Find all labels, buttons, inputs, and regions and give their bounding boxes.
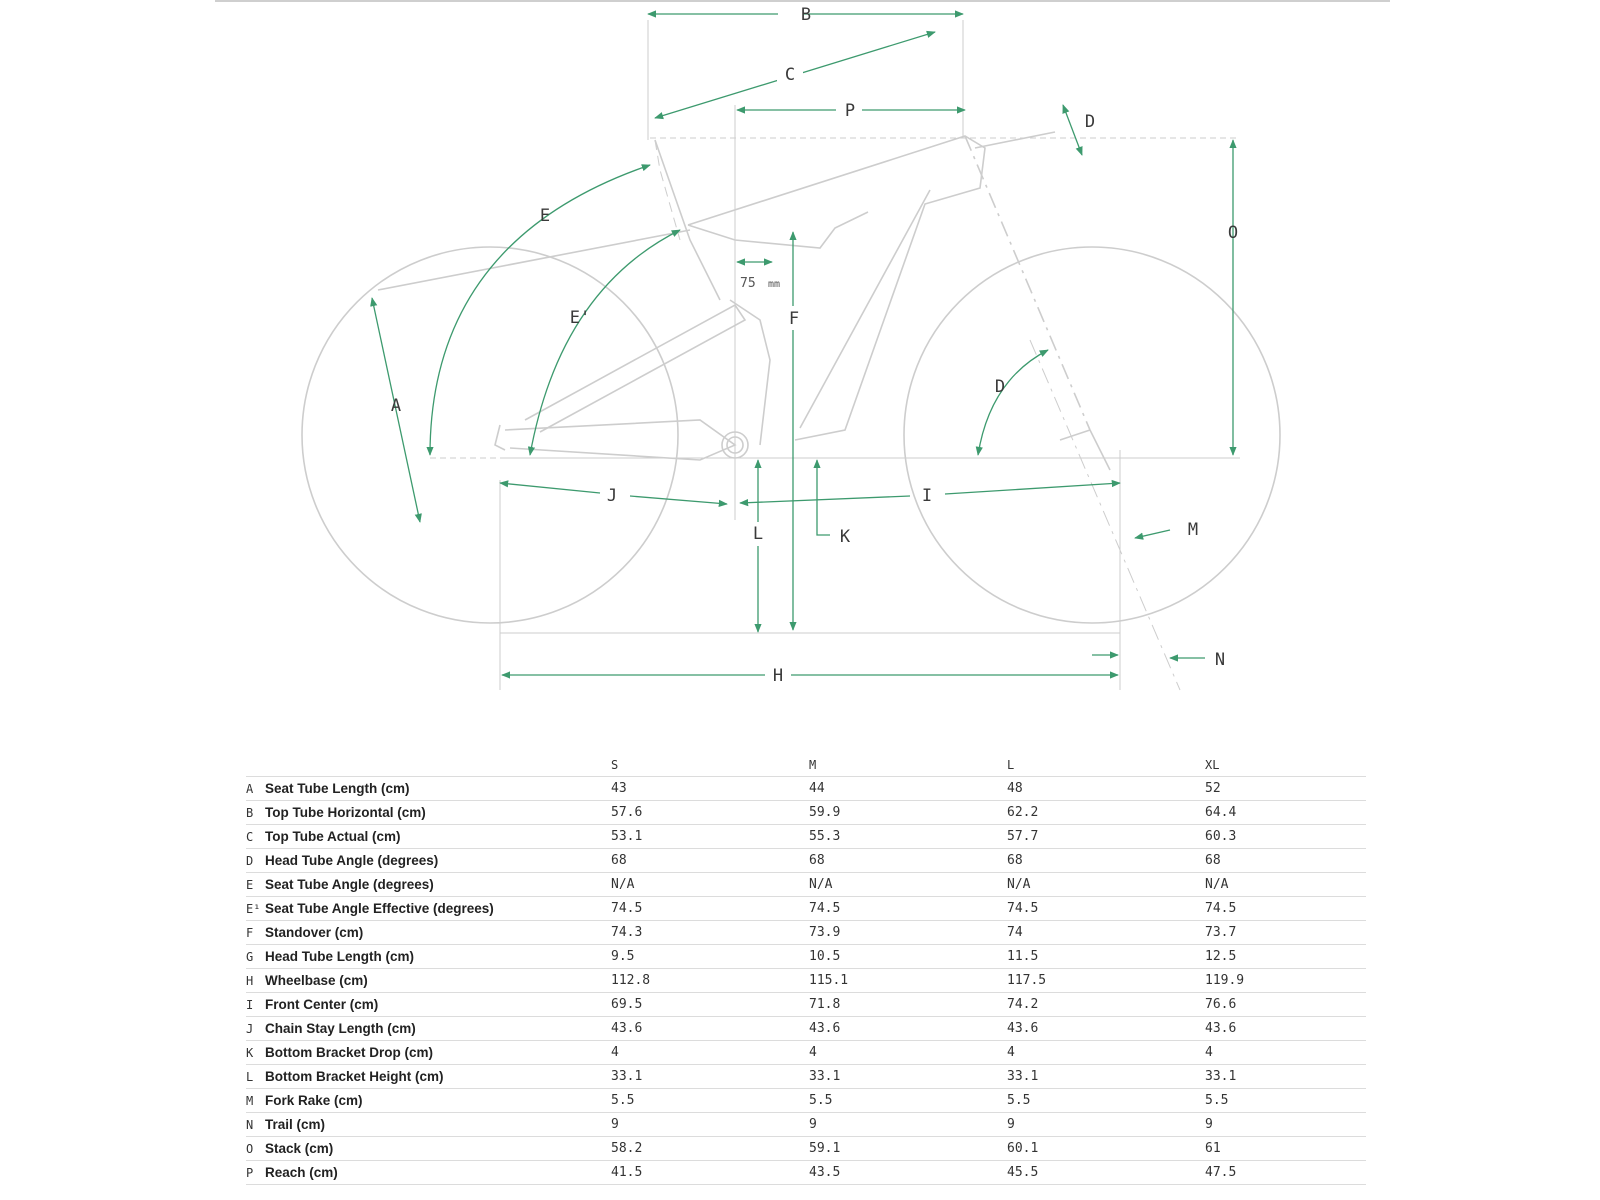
dim-D-arrow: [978, 350, 1048, 455]
size-header: XL: [1205, 757, 1220, 772]
row-letter: N: [246, 1117, 254, 1132]
row-label: Trail (cm): [265, 1117, 326, 1132]
row-value: 9.5: [611, 949, 635, 964]
geometry-table: [246, 753, 1366, 1185]
table-row: [246, 825, 1366, 849]
label-N: N: [1214, 650, 1226, 670]
row-value: 117.5: [1007, 973, 1047, 988]
row-value: 41.5: [611, 1165, 643, 1180]
label-P: P: [844, 101, 856, 121]
table-row: [246, 921, 1366, 945]
row-label: Standover (cm): [265, 925, 364, 940]
table-row: [246, 873, 1366, 897]
row-value: 59.9: [809, 805, 841, 820]
bike-frame: [302, 20, 1280, 690]
row-letter: E: [246, 877, 254, 892]
label-C: C: [784, 65, 796, 85]
row-value: 5.5: [611, 1093, 635, 1108]
row-value: 9: [611, 1117, 619, 1132]
row-value: 74.5: [1205, 901, 1237, 916]
dim-E-prime-arrow: [530, 230, 680, 455]
row-value: 53.1: [611, 829, 643, 844]
row-value: N/A: [1007, 877, 1031, 892]
table-row: [246, 1065, 1366, 1089]
row-value: 43.6: [809, 1021, 841, 1036]
label-H: H: [772, 666, 784, 686]
label-mm: mm: [768, 279, 781, 290]
label-E: E: [539, 206, 551, 226]
row-letter: A: [246, 781, 254, 796]
row-letter: P: [246, 1165, 254, 1180]
label-O: O: [1227, 223, 1239, 243]
row-letter: O: [246, 1141, 254, 1156]
row-letter: I: [246, 997, 254, 1012]
label-A: A: [390, 396, 402, 416]
table-row: [246, 945, 1366, 969]
label-J: J: [606, 486, 618, 506]
row-label: Reach (cm): [265, 1165, 338, 1180]
row-value: 43.6: [611, 1021, 643, 1036]
table-row: [246, 1137, 1366, 1161]
row-letter: H: [246, 973, 254, 988]
row-value: 47.5: [1205, 1165, 1237, 1180]
size-header: S: [611, 757, 619, 772]
rear-wheel: [302, 247, 678, 623]
label-G: D: [1084, 112, 1096, 132]
table-row: [246, 1041, 1366, 1065]
row-label: Top Tube Horizontal (cm): [265, 805, 426, 820]
row-label: Fork Rake (cm): [265, 1093, 363, 1108]
dim-J-right-arrow: [630, 496, 727, 504]
row-value: 119.9: [1205, 973, 1245, 988]
row-value: 74: [1007, 925, 1023, 940]
table-row: [246, 1089, 1366, 1113]
row-label: Head Tube Angle (degrees): [265, 853, 439, 868]
row-value: 74.2: [1007, 997, 1039, 1012]
row-value: 76.6: [1205, 997, 1237, 1012]
row-value: 43: [611, 781, 627, 796]
row-value: 44: [809, 781, 825, 796]
row-value: 4: [1007, 1045, 1015, 1060]
row-value: 68: [1205, 853, 1221, 868]
row-letter: E¹: [246, 901, 261, 916]
row-letter: C: [246, 829, 254, 844]
row-value: 74.5: [1007, 901, 1039, 916]
row-letter: K: [246, 1045, 254, 1060]
row-value: 5.5: [1205, 1093, 1229, 1108]
table-body: [246, 777, 1366, 1185]
row-value: 33.1: [1007, 1069, 1039, 1084]
label-B: B: [800, 5, 812, 25]
row-value: 68: [809, 853, 825, 868]
row-label: Seat Tube Angle (degrees): [265, 877, 434, 892]
table-row: [246, 849, 1366, 873]
table-row: [246, 1113, 1366, 1137]
row-value: 4: [611, 1045, 619, 1060]
dim-K-arrow: [817, 460, 830, 535]
row-value: N/A: [611, 877, 635, 892]
label-D: D: [994, 377, 1006, 397]
row-value: 57.6: [611, 805, 643, 820]
row-value: 5.5: [1007, 1093, 1031, 1108]
row-value: 10.5: [809, 949, 841, 964]
row-value: 115.1: [809, 973, 849, 988]
row-letter: F: [246, 925, 254, 940]
label-L: L: [752, 524, 764, 544]
row-value: 61: [1205, 1141, 1221, 1156]
row-value: 74.5: [809, 901, 841, 916]
row-value: 9: [1205, 1117, 1213, 1132]
row-value: 69.5: [611, 997, 643, 1012]
row-value: 74.5: [611, 901, 643, 916]
row-value: 43.6: [1007, 1021, 1039, 1036]
row-value: 74.3: [611, 925, 643, 940]
table-row: [246, 969, 1366, 993]
row-label: Wheelbase (cm): [265, 973, 368, 988]
size-header: L: [1007, 757, 1015, 772]
row-label: Top Tube Actual (cm): [265, 829, 401, 844]
label-M: M: [1187, 520, 1199, 540]
row-label: Seat Tube Length (cm): [265, 781, 410, 796]
row-value: 52: [1205, 781, 1221, 796]
row-value: 4: [1205, 1045, 1213, 1060]
row-label: Front Center (cm): [265, 997, 379, 1012]
label-F: F: [788, 309, 800, 329]
row-value: 45.5: [1007, 1165, 1039, 1180]
row-letter: B: [246, 805, 254, 820]
dimension-labels: [391, 4, 1238, 686]
row-value: 60.1: [1007, 1141, 1039, 1156]
row-value: 68: [1007, 853, 1023, 868]
row-value: 33.1: [809, 1069, 841, 1084]
dim-J-left-arrow: [500, 483, 600, 493]
label-I: I: [921, 486, 933, 506]
row-label: Stack (cm): [265, 1141, 334, 1156]
row-letter: D: [246, 853, 254, 868]
row-value: 43.5: [809, 1165, 841, 1180]
dimension-arrows: [372, 14, 1233, 675]
table-row: [246, 801, 1366, 825]
row-value: 60.3: [1205, 829, 1237, 844]
row-value: 59.1: [809, 1141, 841, 1156]
label-E-prime: E': [569, 308, 591, 328]
row-value: 112.8: [611, 973, 651, 988]
row-letter: M: [246, 1093, 254, 1108]
row-label: Head Tube Length (cm): [265, 949, 415, 964]
row-value: 73.7: [1205, 925, 1237, 940]
row-label: Seat Tube Angle Effective (degrees): [265, 901, 494, 916]
row-value: 9: [1007, 1117, 1015, 1132]
row-value: 62.2: [1007, 805, 1039, 820]
dim-G-arrow: [1063, 105, 1082, 155]
row-value: 33.1: [611, 1069, 643, 1084]
row-value: N/A: [809, 877, 833, 892]
table-row: [246, 993, 1366, 1017]
row-value: 57.7: [1007, 829, 1039, 844]
row-label: Bottom Bracket Drop (cm): [265, 1045, 434, 1060]
row-value: 33.1: [1205, 1069, 1237, 1084]
row-value: 12.5: [1205, 949, 1237, 964]
row-value: N/A: [1205, 877, 1229, 892]
row-value: 58.2: [611, 1141, 643, 1156]
label-75: 75: [740, 276, 756, 291]
row-value: 48: [1007, 781, 1023, 796]
row-value: 43.6: [1205, 1021, 1237, 1036]
table-header-row: [246, 753, 1366, 777]
row-value: 68: [611, 853, 627, 868]
row-letter: L: [246, 1069, 254, 1084]
row-value: 5.5: [809, 1093, 833, 1108]
row-value: 9: [809, 1117, 817, 1132]
row-value: 11.5: [1007, 949, 1039, 964]
row-value: 64.4: [1205, 805, 1237, 820]
table-row: [246, 777, 1366, 801]
table-row: [246, 1161, 1366, 1185]
dim-M-arrow: [1135, 530, 1170, 538]
row-letter: J: [246, 1021, 254, 1036]
label-K: K: [839, 527, 851, 547]
row-letter: G: [246, 949, 254, 964]
dim-I-left-arrow: [740, 496, 910, 503]
row-label: Chain Stay Length (cm): [265, 1021, 416, 1036]
row-value: 71.8: [809, 997, 841, 1012]
row-value: 4: [809, 1045, 817, 1060]
row-label: Bottom Bracket Height (cm): [265, 1069, 444, 1084]
row-value: 55.3: [809, 829, 841, 844]
table-row: [246, 897, 1366, 921]
table-row: [246, 1017, 1366, 1041]
row-value: 73.9: [809, 925, 841, 940]
size-header: M: [809, 757, 817, 772]
